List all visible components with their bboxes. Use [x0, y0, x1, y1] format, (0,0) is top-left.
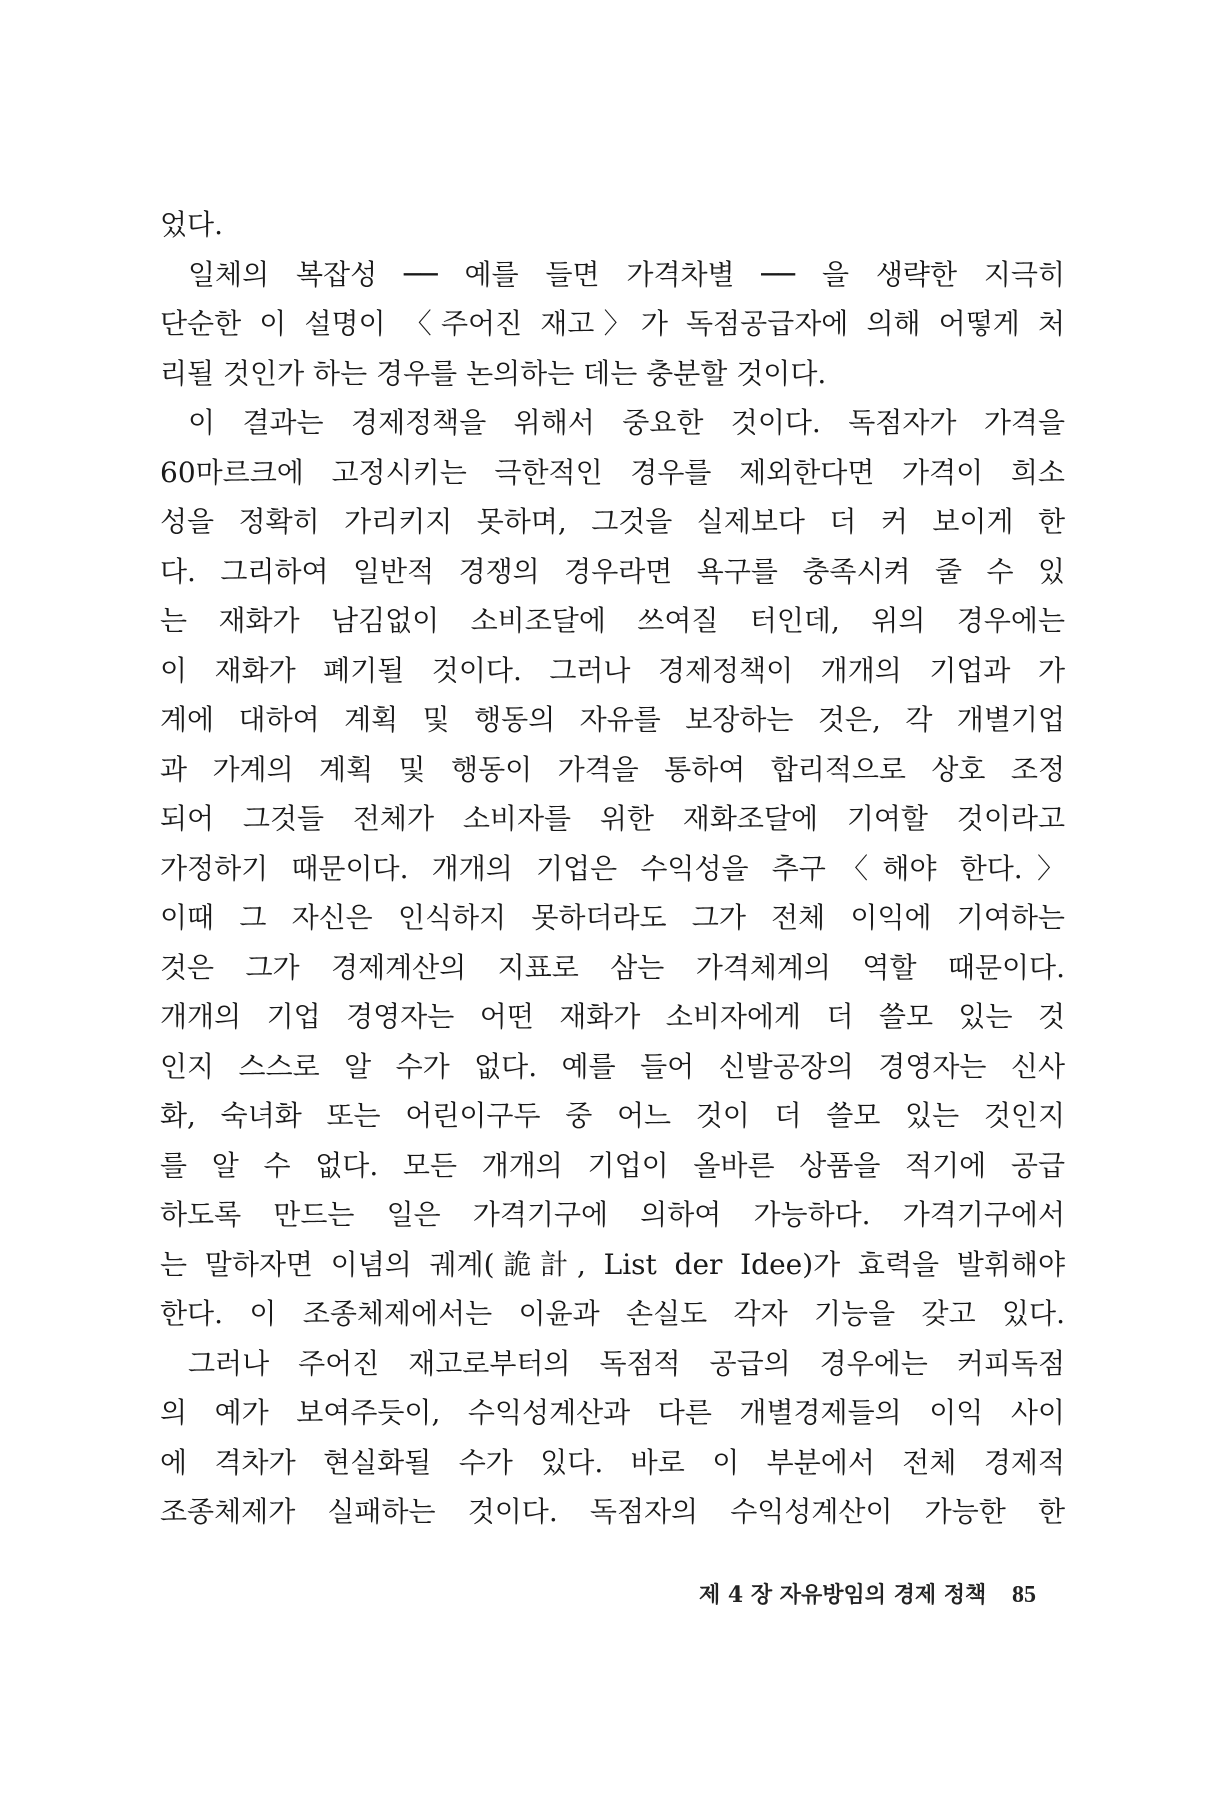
text-line: 개개의 기업 경영자는 어떤 재화가 소비자에게 더 쓸모 있는 것	[160, 1000, 1065, 1033]
text-line: 단순한 이 설명이 〈주어진 재고〉가 독점공급자에 의해 어떻게 처	[160, 307, 1065, 340]
page-number: 85	[1012, 1582, 1036, 1608]
text-line: 하도록 만드는 일은 가격기구에 의하여 가능하다. 가격기구에서	[160, 1198, 1065, 1231]
text-line: 한다. 이 조종체제에서는 이윤과 손실도 각자 기능을 갖고 있다.	[160, 1297, 1065, 1330]
text-line: 의 예가 보여주듯이, 수익성계산과 다른 개별경제들의 이익 사이	[160, 1396, 1065, 1429]
text-line: 그러나 주어진 재고로부터의 독점적 공급의 경우에는 커피독점	[188, 1346, 1065, 1380]
text-line: 이 결과는 경제정책을 위해서 중요한 것이다. 독점자가 가격을	[188, 406, 1065, 439]
text-line: 에 격차가 현실화될 수가 있다. 바로 이 부분에서 전체 경제적	[160, 1445, 1065, 1479]
text-line: 는 말하자면 이념의 궤계(詭計, List der Idee)가 효력을 발휘해야	[160, 1247, 1065, 1281]
text-line: 성을 정확히 가리키지 못하며, 그것을 실제보다 더 커 보이게 한	[160, 505, 1065, 538]
text-line: 60마르크에 고정시키는 극한적인 경우를 제외한다면 가격이 희소	[160, 455, 1065, 489]
text-line: 되어 그것들 전체가 소비자를 위한 재화조달에 기여할 것이라고	[160, 802, 1065, 835]
text-line: 었다.	[160, 208, 223, 241]
text-line: 조종체제가 실패하는 것이다. 독점자의 수익성계산이 가능한 한	[160, 1495, 1065, 1528]
text-line: 화, 숙녀화 또는 어린이구두 중 어느 것이 더 쓸모 있는 것인지	[160, 1099, 1065, 1132]
text-line: 는 재화가 남김없이 소비조달에 쓰여질 터인데, 위의 경우에는	[160, 604, 1065, 637]
text-line: 것은 그가 경제계산의 지표로 삼는 가격체계의 역할 때문이다.	[160, 950, 1065, 984]
page-footer	[699, 1575, 1036, 1615]
text-line: 이때 그 자신은 인식하지 못하더라도 그가 전체 이익에 기여하는	[160, 901, 1065, 934]
text-line: 계에 대하여 계획 및 행동의 자유를 보장하는 것은, 각 개별기업	[160, 703, 1065, 736]
text-line: 다. 그리하여 일반적 경쟁의 경우라면 욕구를 충족시켜 줄 수 있	[160, 554, 1065, 588]
text-line: 가정하기 때문이다. 개개의 기업은 수익성을 추구〈해야 한다.〉	[160, 851, 1065, 885]
text-line: 를 알 수 없다. 모든 개개의 기업이 올바른 상품을 적기에 공급	[160, 1148, 1065, 1182]
text-line: 리될 것인가 하는 경우를 논의하는 데는 충분할 것이다.	[160, 356, 827, 390]
text-line: 일체의 복잡성 ── 예를 들면 가격차별 ── 을 생략한 지극히	[188, 257, 1065, 291]
body-text	[160, 200, 1065, 1537]
running-footer-chapter: 제 4 장 자유방임의 경제 정책	[698, 1582, 987, 1608]
text-line: 이 재화가 폐기될 것이다. 그러나 경제정책이 개개의 기업과 가	[160, 653, 1065, 687]
text-line: 과 가계의 계획 및 행동이 가격을 통하여 합리적으로 상호 조정	[160, 752, 1065, 786]
text-line: 인지 스스로 알 수가 없다. 예를 들어 신발공장의 경영자는 신사	[160, 1049, 1065, 1083]
